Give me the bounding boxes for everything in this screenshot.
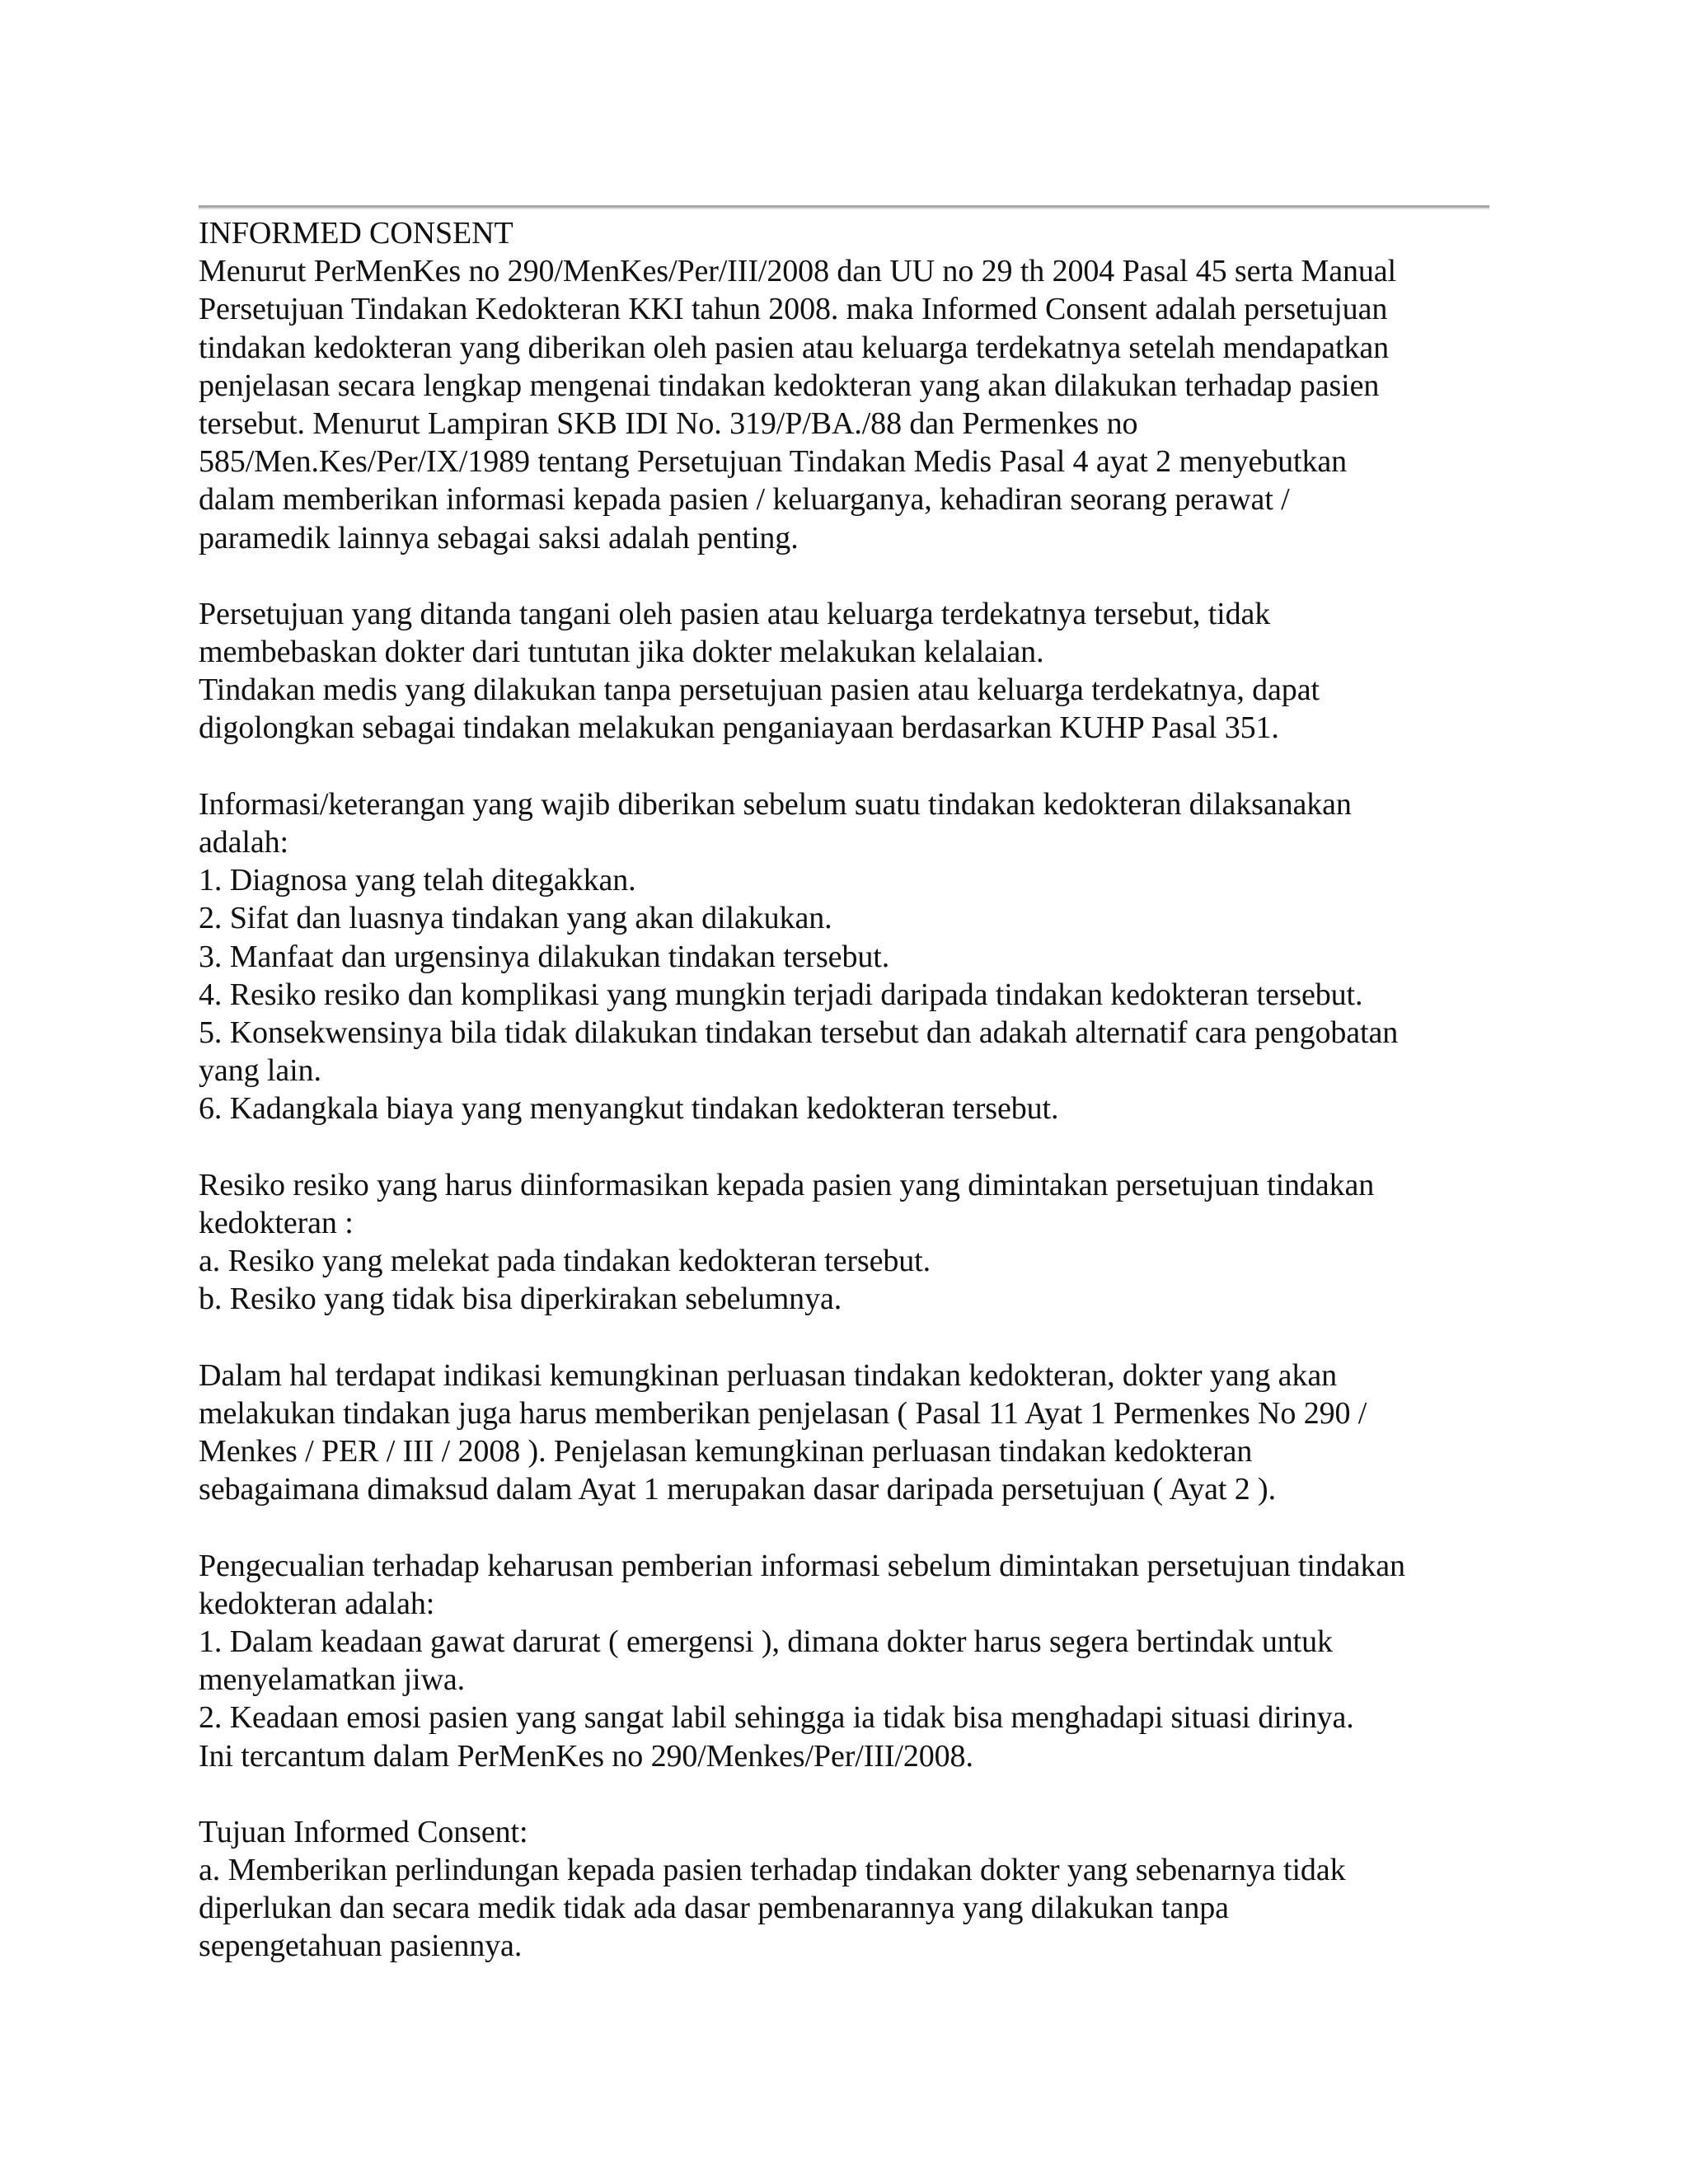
text-line: dalam memberikan informasi kepada pasien / keluarganya, kehadiran seorang perawat / <box>199 482 1290 518</box>
text-line: Persetujuan Tindakan Kedokteran KKI tahun 2008. maka Informed Consent adalah persetujuan <box>199 292 1388 327</box>
list-item: a. Memberikan perlindungan kepada pasien terhadap tindakan dokter yang sebenarnya tidak <box>199 1853 1346 1888</box>
intro-paragraph <box>199 252 1501 557</box>
list-item: b. Resiko yang tidak bisa diperkirakan sebelumnya. <box>199 1282 842 1317</box>
text-line: sebagaimana dimaksud dalam Ayat 1 merupakan dasar daripada persetujuan ( Ayat 2 ). <box>199 1472 1276 1507</box>
list-item: a. Resiko yang melekat pada tindakan kedokteran tersebut. <box>199 1244 931 1279</box>
paragraph-gap <box>199 1318 1501 1356</box>
section-heading: Tujuan Informed Consent: <box>199 1814 528 1849</box>
resiko-section <box>199 1166 1501 1319</box>
paragraph-gap <box>199 557 1501 595</box>
list-item: Ini tercantum dalam PerMenKes no 290/Menkes/Per/III/2008. <box>199 1738 973 1774</box>
text-line: membebaskan dokter dari tuntutan jika dokter melakukan kelalaian. <box>199 635 1044 670</box>
list-item: sepengetahuan pasiennya. <box>199 1929 523 1964</box>
list-item: menyelamatkan jiwa. <box>199 1662 466 1698</box>
list-item: 1. Diagnosa yang telah ditegakkan. <box>199 863 636 898</box>
perluasan-paragraph <box>199 1357 1501 1509</box>
text-line: Menurut PerMenKes no 290/MenKes/Per/III/2008 dan UU no 29 th 2004 Pasal 45 serta Manual <box>199 254 1397 289</box>
document-title: INFORMED CONSENT <box>199 216 513 251</box>
text-line: Tindakan medis yang dilakukan tanpa persetujuan pasien atau keluarga terdekatnya, dapat <box>199 673 1320 708</box>
paragraph-gap <box>199 748 1501 785</box>
text-line: tersebut. Menurut Lampiran SKB IDI No. 319/P/BA./88 dan Permenkes no <box>199 405 1138 441</box>
paragraph-gap <box>199 1128 1501 1166</box>
horizontal-rule <box>199 205 1489 209</box>
section-heading: kedokteran adalah: <box>199 1586 435 1621</box>
document-body <box>199 214 1501 1966</box>
list-item: 4. Resiko resiko dan komplikasi yang mungkin terjadi daripada tindakan kedokteran tersebut. <box>199 977 1363 1012</box>
section-heading: adalah: <box>199 825 289 860</box>
text-line: melakukan tindakan juga harus memberikan penjelasan ( Pasal 11 Ayat 1 Permenkes No 290 / <box>199 1395 1367 1431</box>
section-heading: kedokteran : <box>199 1205 354 1240</box>
text-line: Dalam hal terdapat indikasi kemungkinan perluasan tindakan kedokteran, dokter yang akan <box>199 1357 1337 1393</box>
list-item: 2. Sifat dan luasnya tindakan yang akan dilakukan. <box>199 901 832 936</box>
text-line: Persetujuan yang ditanda tangani oleh pasien atau keluarga terdekatnya tersebut, tidak <box>199 596 1271 631</box>
text-line: 585/Men.Kes/Per/IX/1989 tentang Persetujuan Tindakan Medis Pasal 4 ayat 2 menyebutkan <box>199 444 1348 480</box>
list-item: 6. Kadangkala biaya yang menyangkut tindakan kedokteran tersebut. <box>199 1091 1059 1127</box>
pengecualian-section <box>199 1547 1501 1775</box>
text-line: penjelasan secara lengkap mengenai tindakan kedokteran yang akan dilakukan terhadap pasien <box>199 368 1380 403</box>
section-heading: Pengecualian terhadap keharusan pemberian informasi sebelum dimintakan persetujuan tindakan <box>199 1548 1405 1583</box>
informasi-section <box>199 785 1501 1128</box>
text-line: digolongkan sebagai tindakan melakukan penganiayaan berdasarkan KUHP Pasal 351. <box>199 710 1279 746</box>
section-heading: Informasi/keterangan yang wajib diberikan sebelum suatu tindakan kedokteran dilaksanakan <box>199 786 1352 822</box>
paragraph-gap <box>199 1775 1501 1813</box>
list-item: 1. Dalam keadaan gawat darurat ( emergensi ), dimana dokter harus segera bertindak untuk <box>199 1624 1333 1659</box>
paragraph-gap <box>199 1508 1501 1546</box>
text-line: tindakan kedokteran yang diberikan oleh pasien atau keluarga terdekatnya setelah mendapatkan <box>199 330 1390 365</box>
list-item: 5. Konsekwensinya bila tidak dilakukan tindakan tersebut dan adakah alternatif cara pengobatan <box>199 1015 1399 1050</box>
list-item: 2. Keadaan emosi pasien yang sangat labil sehingga ia tidak bisa menghadapi situasi dirinya. <box>199 1700 1354 1736</box>
list-item: diperlukan dan secara medik tidak ada dasar pembenarannya yang dilakukan tanpa <box>199 1891 1229 1926</box>
tujuan-section <box>199 1813 1501 1966</box>
list-item: yang lain. <box>199 1053 321 1089</box>
list-item: 3. Manfaat dan urgensinya dilakukan tindakan tersebut. <box>199 939 890 974</box>
text-line: Menkes / PER / III / 2008 ). Penjelasan kemungkinan perluasan tindakan kedokteran <box>199 1434 1253 1469</box>
persetujuan-paragraph <box>199 595 1501 748</box>
section-heading: Resiko resiko yang harus diinformasikan kepada pasien yang dimintakan persetujuan tindakan <box>199 1167 1375 1202</box>
text-line: paramedik lainnya sebagai saksi adalah penting. <box>199 520 799 555</box>
